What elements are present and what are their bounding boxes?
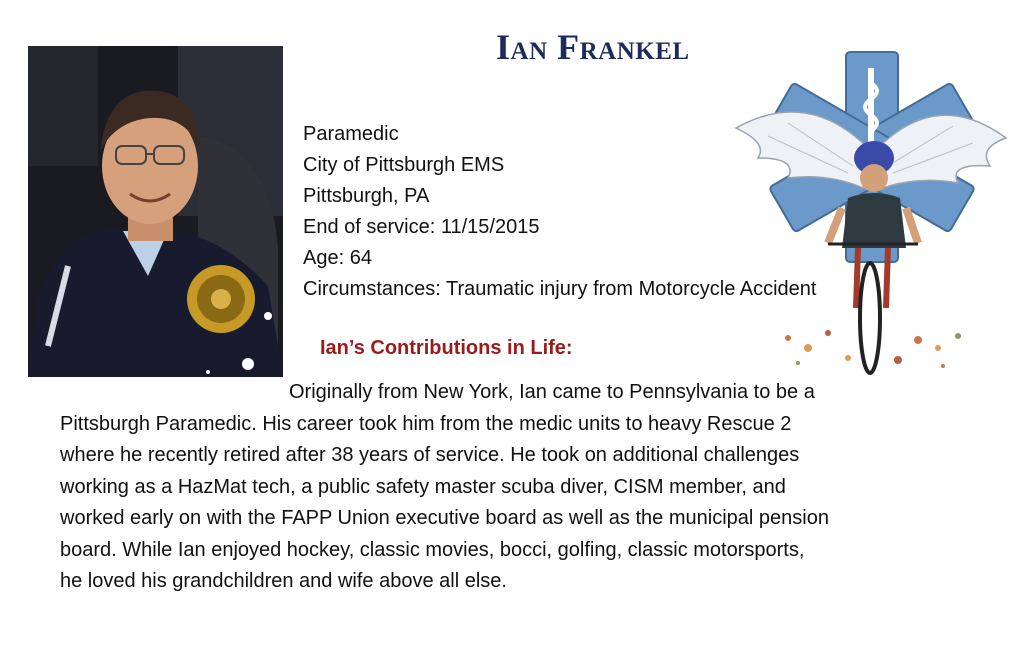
page-title: Ian Frankel xyxy=(496,27,690,67)
bio-line: working as a HazMat tech, a public safety master scuba diver, CISM member, and xyxy=(60,475,786,498)
bio-line: where he recently retired after 38 years of service. He took on additional challenges xyxy=(60,444,800,466)
bio-line: Originally from New York, Ian came to Pennsylvania to be a xyxy=(289,381,815,403)
bio-line: board. While Ian enjoyed hockey, classic movies, bocci, golfing, classic motorsports, xyxy=(60,538,805,561)
role: Paramedic xyxy=(303,123,399,145)
portrait-photo xyxy=(28,46,283,377)
end-of-service: End of service: 11/15/2015 xyxy=(303,216,540,238)
bio-line: worked early on with the FAPP Union executive board as well as the municipal pension xyxy=(60,507,829,529)
bio-line: he loved his grandchildren and wife above all else. xyxy=(60,570,507,592)
bio-line: Pittsburgh Paramedic. His career took him from the medic units to heavy Rescue 2 xyxy=(60,412,792,435)
agency: City of Pittsburgh EMS xyxy=(303,154,505,176)
age: Age: 64 xyxy=(303,247,372,269)
contributions-text xyxy=(60,377,980,598)
contributions-heading: Ian’s Contributions in Life: xyxy=(320,337,573,359)
star-of-life-cyclist-icon xyxy=(728,48,1008,388)
circumstances: Circumstances: Traumatic injury from Motorcycle Accident xyxy=(303,278,817,300)
location: Pittsburgh, PA xyxy=(303,185,430,207)
